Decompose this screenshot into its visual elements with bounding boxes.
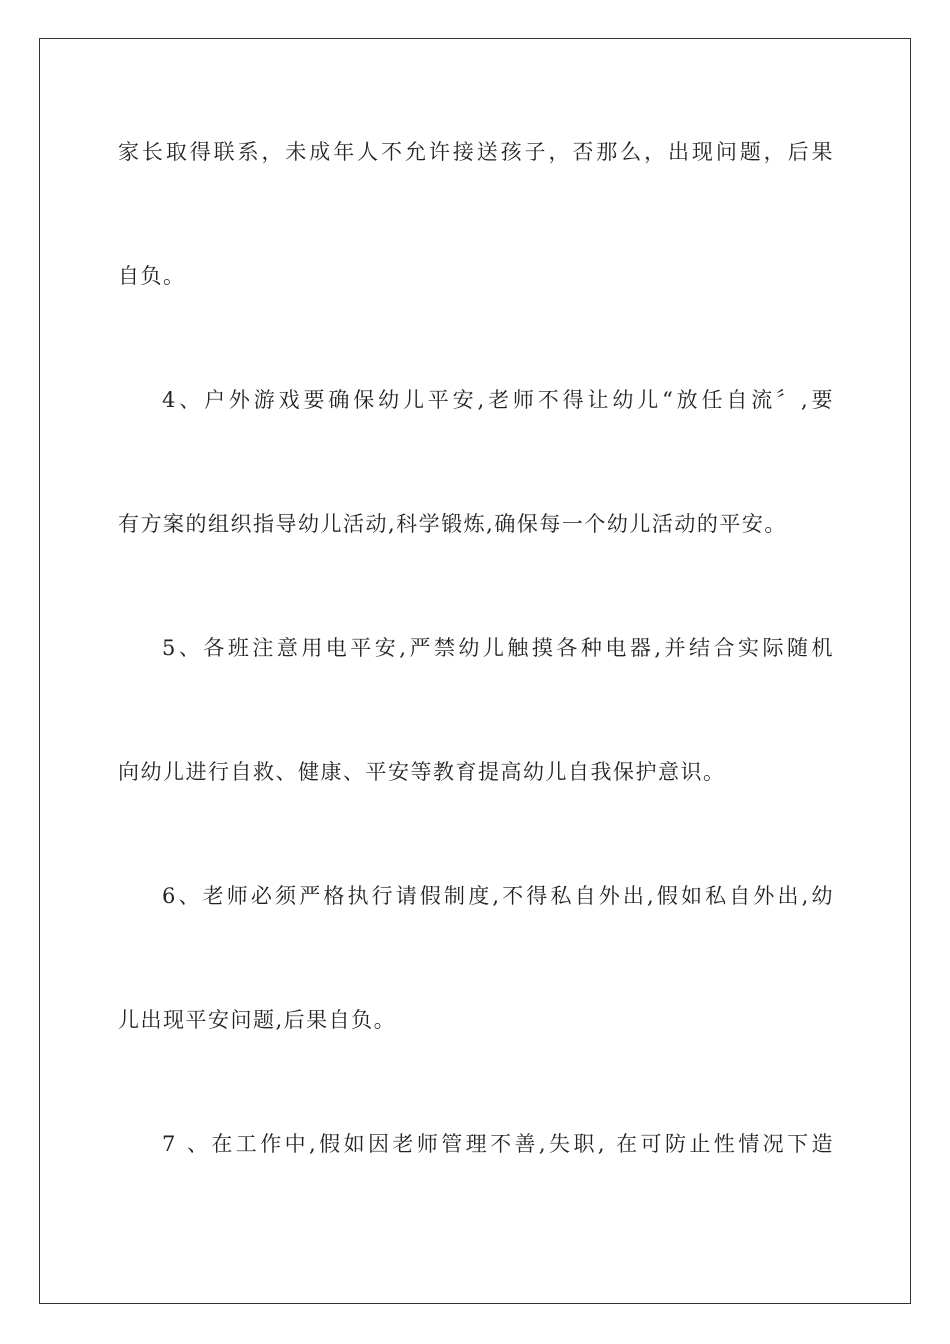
text-line: 有方案的组织指导幼儿活动,科学锻炼,确保每一个幼儿活动的平安。 [118, 512, 787, 536]
text-line: 儿出现平安问题,后果自负。 [118, 1008, 397, 1032]
paragraph-start-line: 5、各班注意用电平安,严禁幼儿触摸各种电器,并结合实际随机 [162, 636, 834, 660]
paragraph-start-line: 4、户外游戏要确保幼儿平安,老师不得让幼儿“放任自流〞,要 [162, 388, 834, 412]
text-line: 自负。 [118, 264, 186, 288]
page-border [39, 38, 911, 1304]
paragraph-start-line: 6、老师必须严格执行请假制度,不得私自外出,假如私自外出,幼 [162, 884, 834, 908]
paragraph-start-line: 7 、在工作中,假如因老师管理不善,失职, 在可防止性情况下造 [162, 1132, 834, 1156]
text-line: 家长取得联系，未成年人不允许接送孩子，否那么，出现问题，后果 [118, 140, 834, 164]
text-line: 向幼儿进行自救、健康、平安等教育提高幼儿自我保护意识。 [118, 760, 726, 784]
